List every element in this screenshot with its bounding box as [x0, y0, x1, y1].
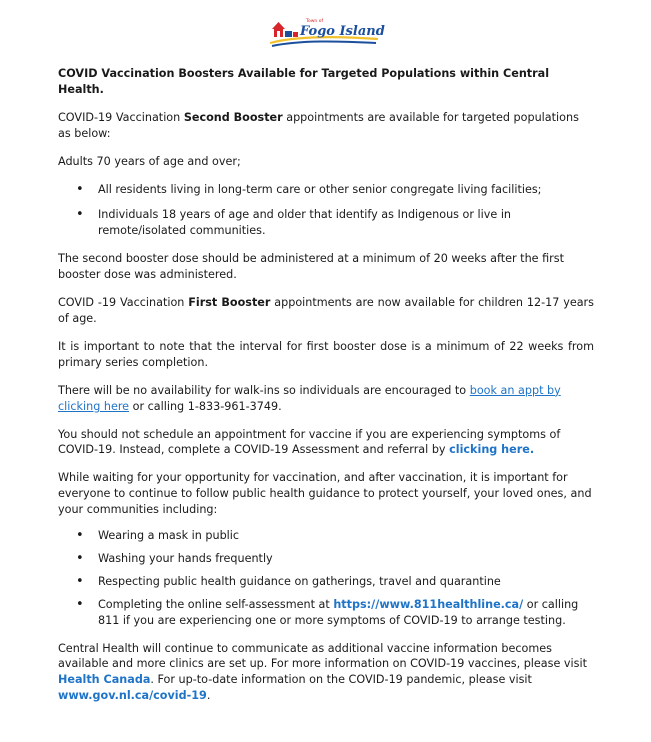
logo-name: Fogo Island — [300, 24, 385, 39]
healthline-link[interactable]: https://www.811healthline.ca/ — [333, 597, 524, 611]
adults-70-paragraph: Adults 70 years of age and over; — [58, 154, 241, 168]
p1-text-before: COVID-19 Vaccination — [58, 110, 184, 124]
fogo-island-logo — [266, 14, 386, 48]
more-information-paragraph — [58, 641, 594, 705]
book-appointment-link[interactable]: book an appt by clicking here — [58, 383, 561, 413]
p6-text-after: or calling 1-833-961-3749. — [129, 399, 282, 413]
second-booster-term: Second Booster — [183, 110, 283, 124]
p4-text-after: appointments are now available for children 12-17 years of age. — [58, 296, 594, 325]
list-item: • Individuals 18 years of age and older that identify as Indigenous or live in remote/isolated communities. — [58, 207, 594, 239]
symptoms-paragraph — [58, 427, 594, 459]
p9-text-before: Central Health will continue to communicate as additional vaccine information becomes available and more clinics are set up. For more information on COVID-19 vaccines, please visit — [58, 641, 587, 671]
list-item: • Washing your hands frequently — [58, 551, 594, 567]
self-assessment-text-before: Completing the online self-assessment at — [98, 597, 334, 611]
p4-text-before: COVID -19 Vaccination — [58, 296, 189, 310]
second-booster-interval-paragraph: The second booster dose should be administered at a minimum of 20 weeks after the first booster dose was administered. — [58, 252, 564, 282]
article-title: COVID Vaccination Boosters Available for Targeted Populations within Central Health. — [58, 67, 550, 96]
logo-small-text: Town of — [306, 19, 324, 24]
health-canada-link[interactable]: Health Canada — [58, 673, 151, 687]
list-item: • All residents living in long-term care or other senior congregate living facilities; — [58, 182, 594, 198]
first-booster-term: First Booster — [188, 296, 271, 310]
eligibility-list — [58, 182, 594, 240]
second-booster-paragraph — [58, 110, 594, 142]
list-item: • Respecting public health guidance on gatherings, travel and quarantine — [58, 574, 594, 590]
fogo-island-logo-icon — [266, 14, 386, 48]
p9-text-after: . — [206, 689, 211, 703]
first-booster-paragraph — [58, 295, 594, 327]
list-item — [58, 597, 594, 629]
first-booster-interval-paragraph: It is important to note that the interval for first booster dose is a minimum of 22 weeks from primary series completion. — [58, 339, 594, 369]
assessment-link[interactable]: clicking here. — [449, 443, 535, 457]
walk-ins-paragraph — [58, 383, 594, 415]
p9-text-middle: . For up-to-date information on the COVID-19 pandemic, please visit — [150, 673, 532, 687]
p1-text-after: appointments are available for targeted populations as below: — [58, 110, 579, 140]
article-body — [58, 66, 594, 716]
self-assessment-text-after: or calling 811 if you are experiencing one or more symptoms of COVID-19 to arrange testing. — [98, 597, 579, 627]
public-health-paragraph: While waiting for your opportunity for vaccination, and after vaccination, it is important for everyone to continue to follow public health guidance to protect yourself, your loved ones, and your communities including: — [58, 471, 592, 517]
guidance-list — [58, 528, 594, 629]
list-item: • Wearing a mask in public — [58, 528, 594, 544]
p7-text-before: You should not schedule an appointment for vaccine if you are experiencing symptoms of COVID-19. Instead, complete a COVID-19 Assessment and referral by — [58, 427, 561, 457]
gov-nl-covid-link[interactable]: www.gov.nl.ca/covid-19 — [58, 689, 207, 703]
p6-text-before: There will be no availability for walk-ins so individuals are encouraged to — [58, 383, 470, 397]
